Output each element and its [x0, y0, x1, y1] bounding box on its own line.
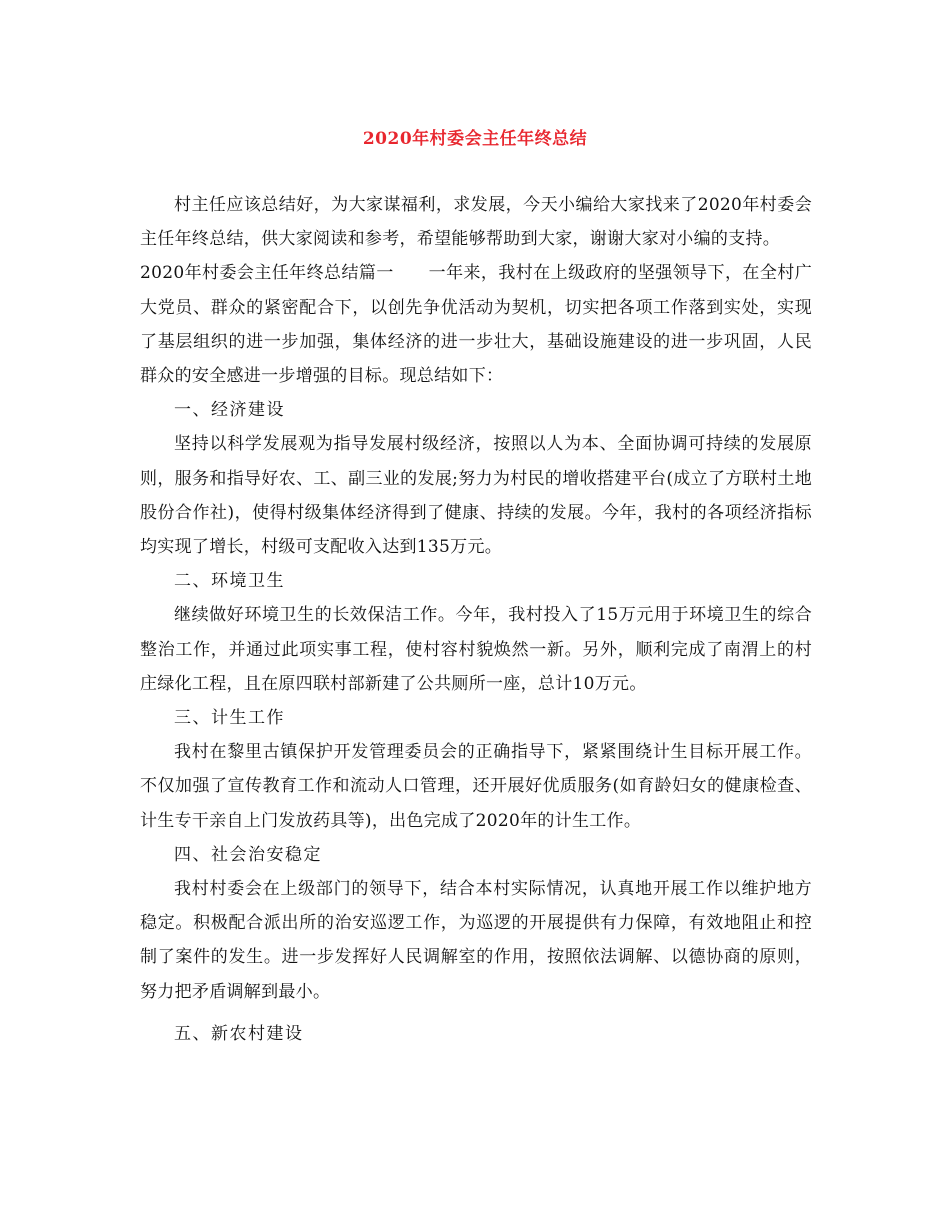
document-title: 2020年村委会主任年终总结: [362, 129, 588, 149]
paragraph-family-planning: 我村在黎里古镇保护开发管理委员会的正确指导下，紧紧围绕计生目标开展工作。不仅加强了宣传教育工作和流动人口管理，还开展好优质服务(如育龄妇女的健康检查、计生专干亲自上门发放药具等)，出色完成了2020年的计生工作。: [140, 742, 812, 831]
paragraph-environmental-sanitation: 继续做好环境卫生的长效保洁工作。今年，我村投入了15万元用于环境卫生的综合整治工作，并通过此项实事工程，使村容村貌焕然一新。另外，顺利完成了南渭上的村庄绿化工程，且在原四联村部新建了公共厕所一座，总计10万元。: [140, 605, 812, 694]
intro-paragraph: 村主任应该总结好，为大家谋福利，求发展，今天小编给大家找来了2020年村委会主任年终总结，供大家阅读和参考，希望能够帮助到大家，谢谢大家对小编的支持。: [140, 195, 812, 250]
heading-family-planning: 三、计生工作: [174, 708, 285, 729]
heading-new-countryside: 五、新农村建设: [174, 1023, 304, 1044]
section-intro-paragraph: 2020年村委会主任年终总结篇一 一年来，我村在上级政府的坚强领导下，在全村广大党员、群众的紧密配合下，以创先争优活动为契机，切实把各项工作落到实处，实现了基层组织的进一步加强，集体经济的进一步壮大，基础设施建设的进一步巩固，人民群众的安全感进一步增强的目标。现总结如下：: [140, 263, 812, 387]
document-body: [140, 188, 812, 1051]
heading-environmental-sanitation: 二、环境卫生: [174, 571, 285, 592]
heading-economic-construction: 一、经济建设: [174, 400, 285, 421]
paragraph-economic-construction: 坚持以科学发展观为指导发展村级经济，按照以人为本、全面协调可持续的发展原则，服务和指导好农、工、副三业的发展;努力为村民的增收搭建平台(成立了方联村土地股份合作社)，使得村级集体经济得到了健康、持续的发展。今年，我村的各项经济指标均实现了增长，村级可支配收入达到135万元。: [140, 434, 812, 558]
paragraph-public-security: 我村村委会在上级部门的领导下，结合本村实际情况，认真地开展工作以维护地方稳定。积极配合派出所的治安巡逻工作，为巡逻的开展提供有力保障，有效地阻止和控制了案件的发生。进一步发挥好人民调解室的作用，按照依法调解、以德协商的原则，努力把矛盾调解到最小。: [140, 879, 812, 1002]
heading-public-security: 四、社会治安稳定: [174, 844, 322, 865]
